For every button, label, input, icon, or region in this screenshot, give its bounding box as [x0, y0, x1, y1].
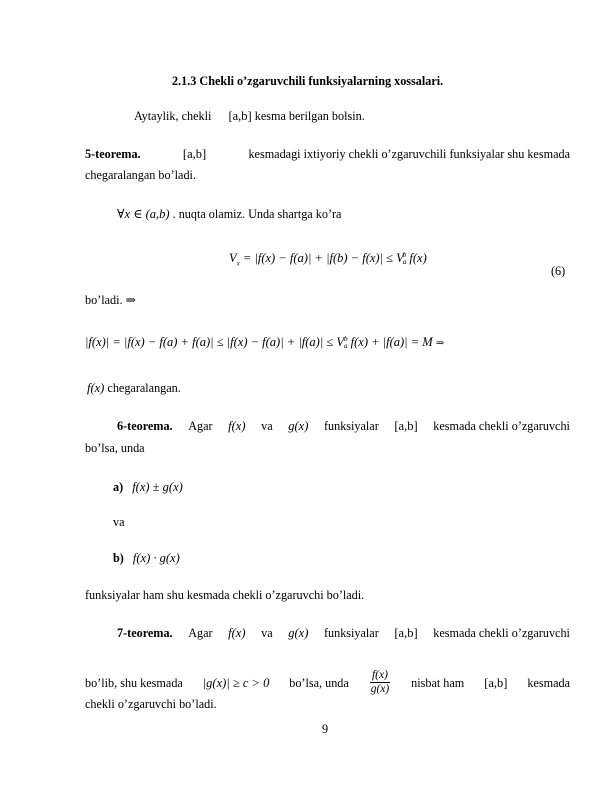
eq6-sup: b [402, 251, 407, 260]
theorem7-line3: chekli o’zgaruvchi bo’ladi. [85, 697, 217, 711]
ineq-sup: b [344, 335, 348, 344]
bounded-text: chegaralangan. [107, 381, 181, 395]
intro-text-a: Aytaylik, chekli [134, 109, 212, 123]
theorem5-text-line1: kesmadagi ixtiyoriy chekli o’zgaruvchili funksiyalar shu kesmada [248, 147, 570, 161]
theorem7-line2-a: bo’lib, shu kesmada [85, 675, 183, 690]
bounded-math: f(x) [87, 381, 105, 395]
theorem7-text-b: funksiyalar [323, 626, 379, 640]
theorem5-interval: [a,b] [182, 147, 207, 161]
page-number: 9 [322, 722, 329, 736]
forall-line [117, 206, 341, 222]
eq6-body: = |f(x) − f(a)| + |f(b) − f(x)| ≤ V [242, 251, 404, 265]
eq6-sub: x [236, 259, 240, 268]
forall-math: ∀x ∈ (a,b) [117, 207, 170, 221]
boladi-text: bo’ladi. [85, 293, 123, 307]
theorem6-g: g(x) [288, 419, 309, 433]
intro-interval: [a,b] [228, 109, 252, 123]
theorem7-line1 [117, 625, 570, 641]
theorem7-interval2: [a,b] [484, 675, 508, 690]
bounded-line [87, 380, 181, 396]
ineq-arrow: ⇒ [435, 338, 445, 349]
theorem6-conclusion: funksiyalar ham shu kesmada chekli o’zgaruvchi bo’ladi. [85, 588, 365, 602]
bound-inequality [85, 334, 444, 352]
theorem6-line2: bo’lsa, unda [85, 441, 145, 455]
theorem7-cond: |g(x)| ≥ c > 0 [202, 675, 270, 690]
ineq-body: |f(x)| = |f(x) − f(a) + f(a)| ≤ |f(x) − f(a)| + |f(a)| ≤ V [85, 335, 345, 349]
theorem7-text-a: Agar [188, 626, 213, 640]
theorem7-line2 [85, 669, 570, 696]
theorem7-interval: [a,b] [394, 626, 418, 640]
intro-line [134, 108, 365, 124]
theorem5-line1 [85, 146, 570, 162]
theorem6-item-a [113, 479, 183, 495]
eq6-sub2: a [402, 258, 407, 267]
theorem7-line2-b: bo’lsa, unda [289, 675, 349, 690]
ineq-tail: f(x) + |f(a)| = M [350, 335, 433, 349]
section-title: 2.1.3 Chekli o’zgaruvchili funksiyalarning xossalari. [172, 74, 444, 88]
theorem6-line1 [117, 418, 570, 434]
item-a-label: a) [113, 480, 124, 494]
item-a-math: f(x) ± g(x) [132, 480, 183, 494]
intro-text-b: kesma berilgan bolsin. [254, 109, 365, 123]
theorem7-f: f(x) [228, 626, 246, 640]
theorem6-label: 6-teorema. [117, 419, 173, 433]
theorem6-va: va [261, 419, 273, 433]
forall-text: . nuqta olamiz. Unda shartga ko’ra [172, 207, 342, 221]
equation-6 [229, 250, 427, 272]
theorem7-fraction [369, 669, 392, 696]
theorem7-text-c: kesmada chekli o’zgaruvchi [433, 626, 570, 640]
theorem7-line2-c: nisbat ham [411, 675, 465, 690]
item-b-math: f(x) · g(x) [132, 551, 180, 565]
theorem7-va: va [261, 626, 273, 640]
item-b-label: b) [113, 551, 124, 565]
theorem6-interval: [a,b] [394, 419, 418, 433]
equation-number-6: (6) [551, 264, 566, 278]
fraction-numerator: f(x) [371, 669, 388, 681]
eq6-lhs: V [229, 251, 237, 265]
boladi-line [85, 292, 136, 308]
ineq-sub: a [344, 342, 348, 351]
theorem6-item-b [113, 550, 180, 566]
theorem6-f: f(x) [228, 419, 246, 433]
fraction-denominator: g(x) [370, 683, 390, 695]
implies-arrow: ⇒ [125, 293, 136, 307]
theorem7-line2-d: kesmada [527, 675, 570, 690]
theorem5-label: 5-teorema. [85, 147, 141, 161]
theorem6-text-c: kesmada chekli o’zgaruvchi [433, 419, 570, 433]
theorem6-text-a: Agar [188, 419, 213, 433]
theorem6-text-b: funksiyalar [323, 419, 379, 433]
theorem7-g: g(x) [288, 626, 309, 640]
eq6-tail: f(x) [409, 251, 427, 265]
theorem6-va-line: va [113, 515, 125, 529]
theorem5-text-line2: chegaralangan bo’ladi. [85, 168, 196, 182]
theorem7-label: 7-teorema. [117, 626, 173, 640]
